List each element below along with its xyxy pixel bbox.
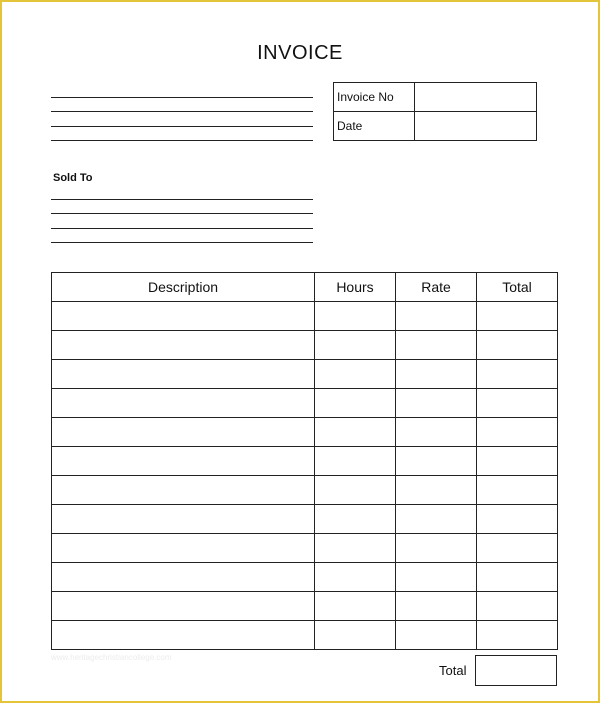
hours-cell[interactable] — [315, 534, 396, 563]
date-label: Date — [334, 112, 415, 141]
description-cell[interactable] — [52, 621, 315, 650]
watermark-text: www.heritagechristiancollege.com — [51, 653, 172, 662]
total-cell[interactable] — [477, 389, 558, 418]
rate-cell[interactable] — [396, 563, 477, 592]
from-line-2[interactable] — [51, 111, 313, 112]
rate-cell[interactable] — [396, 360, 477, 389]
column-header-description: Description — [52, 273, 315, 302]
invoice-title: INVOICE — [257, 42, 343, 64]
description-cell[interactable] — [52, 331, 315, 360]
hours-cell[interactable] — [315, 563, 396, 592]
table-row — [52, 563, 558, 592]
table-row — [52, 534, 558, 563]
from-line-1[interactable] — [51, 97, 313, 98]
sold-to-label: Sold To — [53, 172, 93, 184]
table-row — [52, 447, 558, 476]
sold-to-line-4[interactable] — [51, 242, 313, 243]
hours-cell[interactable] — [315, 418, 396, 447]
table-row — [52, 360, 558, 389]
total-cell[interactable] — [477, 418, 558, 447]
from-line-4[interactable] — [51, 140, 313, 141]
total-cell[interactable] — [477, 621, 558, 650]
hours-cell[interactable] — [315, 592, 396, 621]
description-cell[interactable] — [52, 389, 315, 418]
hours-cell[interactable] — [315, 621, 396, 650]
rate-cell[interactable] — [396, 331, 477, 360]
total-cell[interactable] — [477, 505, 558, 534]
hours-cell[interactable] — [315, 360, 396, 389]
hours-cell[interactable] — [315, 447, 396, 476]
sold-to-line-3[interactable] — [51, 228, 313, 229]
description-cell[interactable] — [52, 534, 315, 563]
total-cell[interactable] — [477, 360, 558, 389]
description-cell[interactable] — [52, 592, 315, 621]
grand-total-field[interactable] — [475, 655, 557, 686]
table-row — [52, 476, 558, 505]
table-row — [52, 389, 558, 418]
table-row — [52, 302, 558, 331]
date-field[interactable] — [415, 112, 537, 141]
sold-to-line-1[interactable] — [51, 199, 313, 200]
description-cell[interactable] — [52, 476, 315, 505]
description-cell[interactable] — [52, 360, 315, 389]
rate-cell[interactable] — [396, 476, 477, 505]
total-cell[interactable] — [477, 331, 558, 360]
invoice-no-label: Invoice No — [334, 83, 415, 112]
rate-cell[interactable] — [396, 621, 477, 650]
total-cell[interactable] — [477, 563, 558, 592]
column-header-hours: Hours — [315, 273, 396, 302]
total-cell[interactable] — [477, 302, 558, 331]
hours-cell[interactable] — [315, 476, 396, 505]
table-header-row — [52, 273, 558, 302]
hours-cell[interactable] — [315, 302, 396, 331]
rate-cell[interactable] — [396, 389, 477, 418]
description-cell[interactable] — [52, 418, 315, 447]
column-header-total: Total — [477, 273, 558, 302]
invoice-meta-table — [333, 82, 537, 141]
column-header-rate: Rate — [396, 273, 477, 302]
total-cell[interactable] — [477, 534, 558, 563]
table-row — [52, 621, 558, 650]
sold-to-line-2[interactable] — [51, 213, 313, 214]
table-row — [52, 418, 558, 447]
rate-cell[interactable] — [396, 302, 477, 331]
date-row — [334, 112, 537, 141]
grand-total-label: Total — [439, 663, 467, 678]
table-row — [52, 592, 558, 621]
line-items-body — [52, 302, 558, 650]
description-cell[interactable] — [52, 505, 315, 534]
rate-cell[interactable] — [396, 418, 477, 447]
description-cell[interactable] — [52, 563, 315, 592]
table-row — [52, 331, 558, 360]
hours-cell[interactable] — [315, 331, 396, 360]
total-cell[interactable] — [477, 476, 558, 505]
line-items-table — [51, 272, 558, 650]
rate-cell[interactable] — [396, 534, 477, 563]
invoice-no-field[interactable] — [415, 83, 537, 112]
rate-cell[interactable] — [396, 505, 477, 534]
table-row — [52, 505, 558, 534]
description-cell[interactable] — [52, 302, 315, 331]
description-cell[interactable] — [52, 447, 315, 476]
rate-cell[interactable] — [396, 592, 477, 621]
rate-cell[interactable] — [396, 447, 477, 476]
total-cell[interactable] — [477, 447, 558, 476]
invoice-no-row — [334, 83, 537, 112]
total-cell[interactable] — [477, 592, 558, 621]
hours-cell[interactable] — [315, 389, 396, 418]
from-line-3[interactable] — [51, 126, 313, 127]
hours-cell[interactable] — [315, 505, 396, 534]
